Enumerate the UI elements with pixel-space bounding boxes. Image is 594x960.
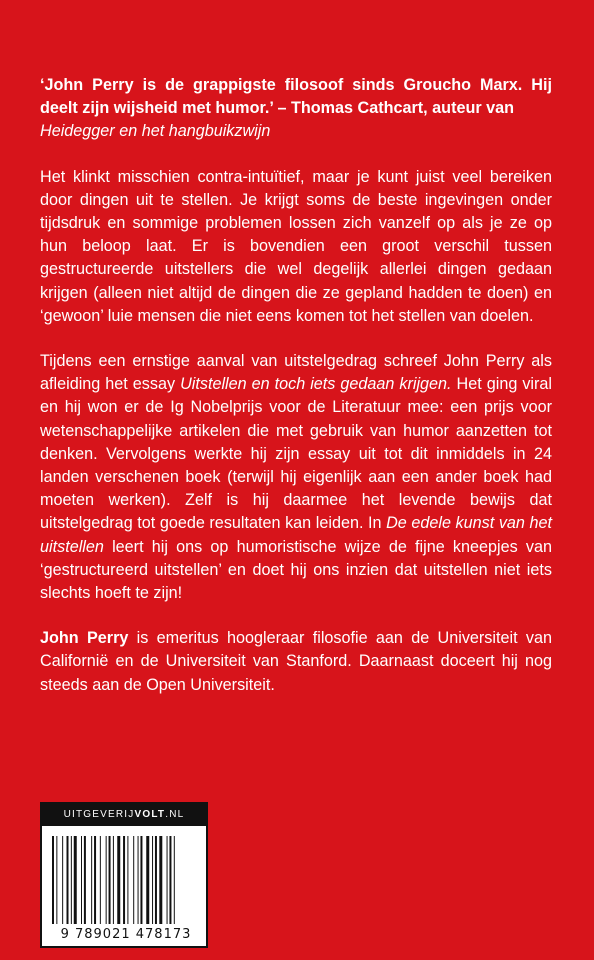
para2-part-b: Het ging viral en hij won er de Ig Nobelprijs voor de Literatuur mee: een prijs voor wetenschappelijke artikelen die met gebruik van humor aanzetten tot denken. Vervolgens werkte hij zijn essay uit tot dit inmiddels in 24 landen verschenen boek (terwijl hij eigenlijk aan een ander boek had moeten werken). Zelf is hij daarmee het levende bewijs dat uitstelgedrag tot goede resultaten kan leiden. In [40,375,552,533]
publisher-suffix: .NL [165,809,185,820]
barcode-bar [74,836,77,924]
author-bio [40,627,552,697]
quote-text: ‘John Perry is de grappigste filosoof sinds Groucho Marx. Hij deelt zijn wijsheid met humor.’ – Thomas Cathcart, auteur van [40,76,552,118]
barcode-bars [52,836,200,924]
barcode-bar [113,836,114,924]
barcode-bar [56,836,57,924]
barcode-bar [52,836,54,924]
essay-title: Uitstellen en toch iets gedaan krijgen. [180,375,452,394]
barcode-bar [155,836,157,924]
barcode-bar [127,836,128,924]
barcode-bar [62,836,63,924]
barcode-bar [123,836,125,924]
barcode-bar [117,836,120,924]
publisher-banner [42,804,206,826]
review-quote [40,74,552,144]
barcode-bar [167,836,168,924]
barcode-bar [84,836,86,924]
barcode-label [40,802,208,948]
isbn-number: 9 789021 478173 [60,927,192,942]
barcode-bar [169,836,171,924]
author-name: John Perry [40,629,129,648]
barcode-bar [81,836,82,924]
author-bio-text: is emeritus hoogleraar filosofie aan de Universiteit van Californië en de Universiteit van Stanford. Daarnaast doceert hij nog steeds aan de Open Universiteit. [40,629,552,694]
barcode-bar [100,836,101,924]
publisher-brand: VOLT [134,809,166,820]
barcode-bar [152,836,153,924]
description-paragraph-2 [40,350,552,605]
barcode-bar [106,836,107,924]
publisher-prefix: UITGEVERIJ [63,809,135,820]
barcode-bar [159,836,162,924]
barcode-bar [67,836,69,924]
barcode-bar [133,836,134,924]
barcode-bar [174,836,175,924]
back-cover-text [40,74,552,719]
barcode-bar [71,836,72,924]
barcode-bar [140,836,142,924]
barcode-bar [138,836,139,924]
barcode-bar [91,836,92,924]
barcode-bar [109,836,111,924]
barcode-bar [94,836,96,924]
barcode-bar [146,836,149,924]
para2-part-c: leert hij ons op humoristische wijze de fijne kneepjes van ‘gestructureerd uitstellen’ en doet hij ons inzien dat uitstellen niet iets slechts hoeft te zijn! [40,537,552,603]
quote-book-title: Heidegger en het hangbuikzwijn [40,122,271,141]
para2-part-a: Tijdens een ernstige aanval van uitstelgedrag schreef John Perry als afleiding het essay [40,352,552,394]
book-title: De edele kunst van het uitstellen [40,514,552,556]
description-paragraph-1: Het klinkt misschien contra-intuïtief, maar je kunt juist veel bereiken door dingen uit te stellen. Je krijgt soms de beste ingevingen onder tijdsdruk en sommige problemen lossen zich vanzelf op als je ze op hun beloop laat. Er is bovendien een groot verschil tussen gestructureerde uitstellers die wel degelijk allerlei dingen gedaan krijgen (alleen niet altijd de dingen die ze gepland hadden te doen) en ‘gewoon’ luie mensen die niet eens komen tot het stellen van doelen. [40,167,552,325]
